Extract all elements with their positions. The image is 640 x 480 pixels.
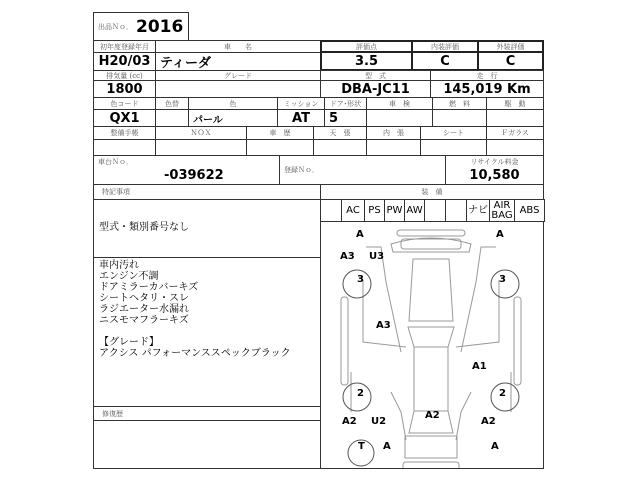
damage-mark: A xyxy=(491,441,499,452)
damage-mark: A2 xyxy=(425,410,440,421)
damage-mark: A1 xyxy=(472,361,487,372)
fuel-label: 燃 料 xyxy=(432,97,487,110)
lot-number-box xyxy=(93,12,189,41)
interior-trim-value xyxy=(366,139,421,156)
equipment-item xyxy=(320,199,342,222)
mileage-label: 走 行 xyxy=(430,70,544,81)
recycle-fee-cell xyxy=(445,155,544,185)
interior-grade: C xyxy=(411,51,479,71)
note-line: ラジエーター水漏れ xyxy=(99,304,189,315)
chassis-no-label: 車台Ｎｏ． xyxy=(98,158,133,166)
chassis-no: -039622 xyxy=(164,168,224,183)
damage-mark: A xyxy=(356,229,364,240)
notes-box xyxy=(93,257,321,407)
car-name: ティーダ xyxy=(155,52,321,71)
note-line: シートヘタリ・スレ xyxy=(99,293,189,304)
nox-value xyxy=(155,139,247,156)
color-change-label: 色替 xyxy=(155,97,189,110)
note-line: アクシス パフォーマンススペックブラック xyxy=(99,348,291,359)
damage-mark: U3 xyxy=(369,251,385,262)
damage-mark: 2 xyxy=(357,388,364,399)
damage-mark: A xyxy=(496,229,504,240)
car-name-label: 車 名 xyxy=(155,40,321,53)
drive-label: 駆 動 xyxy=(486,97,544,110)
equipment-label: 装 備 xyxy=(320,184,544,200)
equipment-item: PS xyxy=(364,199,385,222)
equipment-item: ABS xyxy=(514,199,545,222)
inspection xyxy=(366,109,433,127)
seat-value xyxy=(420,139,487,156)
lot-number: 2016 xyxy=(136,16,184,37)
repair-history-box xyxy=(93,420,321,469)
notes-label: 特記事項 xyxy=(93,184,321,200)
first-registration: H20/03 xyxy=(93,52,156,71)
interior-trim-label: 内 張 xyxy=(366,126,421,140)
windshield-label: Ｆガラス xyxy=(486,126,544,140)
color-code: QX1 xyxy=(93,109,156,127)
lot-label: 出品Ｎｏ． xyxy=(98,22,133,31)
note-line: ニスモマフラーキズ xyxy=(99,315,189,326)
damage-mark: U2 xyxy=(371,416,387,427)
displacement: 1800 xyxy=(93,80,156,98)
model-note: 型式・類別番号なし xyxy=(99,222,189,233)
equipment-item xyxy=(424,199,446,222)
equipment-item: AIR BAG xyxy=(489,199,515,222)
exterior-grade: C xyxy=(477,51,544,71)
equipment-item: AW xyxy=(404,199,425,222)
headliner-label: 天 張 xyxy=(313,126,367,140)
damage-mark: 3 xyxy=(499,274,506,285)
registration-no-label: 登録Ｎｏ． xyxy=(284,165,319,174)
score: 3.5 xyxy=(320,51,413,71)
equipment-item xyxy=(445,199,467,222)
grade xyxy=(155,80,321,98)
recycle-fee: 10,580 xyxy=(469,168,520,183)
fuel xyxy=(432,109,487,127)
doors-label: ドア･形状 xyxy=(324,97,367,110)
history-value xyxy=(246,139,314,156)
inspection-label: 車 検 xyxy=(366,97,433,110)
transmission-label: ミッション xyxy=(277,97,325,110)
history-label: 車 歴 xyxy=(246,126,314,140)
doors: 5 xyxy=(324,109,367,127)
note-line: ドアミラーカバーキズ xyxy=(99,282,199,293)
note-line xyxy=(99,326,291,337)
damage-mark: A3 xyxy=(376,320,391,331)
equipment-item: PW xyxy=(384,199,405,222)
exterior-grade-label: 外装評価 xyxy=(477,40,544,53)
note-line: 【グレード】 xyxy=(99,337,159,348)
model-code: DBA-JC11 xyxy=(320,80,431,98)
damage-mark: T xyxy=(358,441,365,452)
damage-mark: A3 xyxy=(340,251,355,262)
damage-mark: 3 xyxy=(357,274,364,285)
interior-grade-label: 内装評価 xyxy=(411,40,479,53)
notes-lines xyxy=(99,260,291,359)
color-code-label: 色コード xyxy=(93,97,156,110)
color-label: 色 xyxy=(188,97,278,110)
transmission: AT xyxy=(277,109,325,127)
note-line: エンジン不調 xyxy=(99,271,159,282)
seat-label: シート xyxy=(420,126,487,140)
damage-mark: A2 xyxy=(481,416,496,427)
damage-mark: A2 xyxy=(342,416,357,427)
service-book-value xyxy=(93,139,156,156)
equipment-item: ナビ xyxy=(466,199,490,222)
recycle-fee-label: リサイクル料金 xyxy=(470,158,519,166)
chassis-no-cell xyxy=(93,155,280,185)
color-change xyxy=(155,109,189,127)
model-label: 型 式 xyxy=(320,70,431,81)
equipment-item: AC xyxy=(341,199,365,222)
nox-label: ＮＯＸ xyxy=(155,126,247,140)
damage-mark: A xyxy=(383,441,391,452)
registration-no-cell xyxy=(279,155,446,185)
first-registration-label: 初年度登録年月 xyxy=(93,40,156,53)
model-note-box xyxy=(93,199,321,258)
note-line: 車内汚れ xyxy=(99,260,139,271)
damage-mark: 2 xyxy=(499,388,506,399)
displacement-label: 排気量 (cc) xyxy=(93,70,156,81)
grade-label: グレード xyxy=(155,70,321,81)
headliner-value xyxy=(313,139,367,156)
mileage: 145,019 Km xyxy=(430,80,544,98)
repair-history-label: 修復歴 xyxy=(93,406,321,421)
score-label: 評価点 xyxy=(320,40,413,53)
service-book-label: 整備手帳 xyxy=(93,126,156,140)
color: パール xyxy=(188,109,278,127)
drive xyxy=(486,109,544,127)
windshield-value xyxy=(486,139,544,156)
